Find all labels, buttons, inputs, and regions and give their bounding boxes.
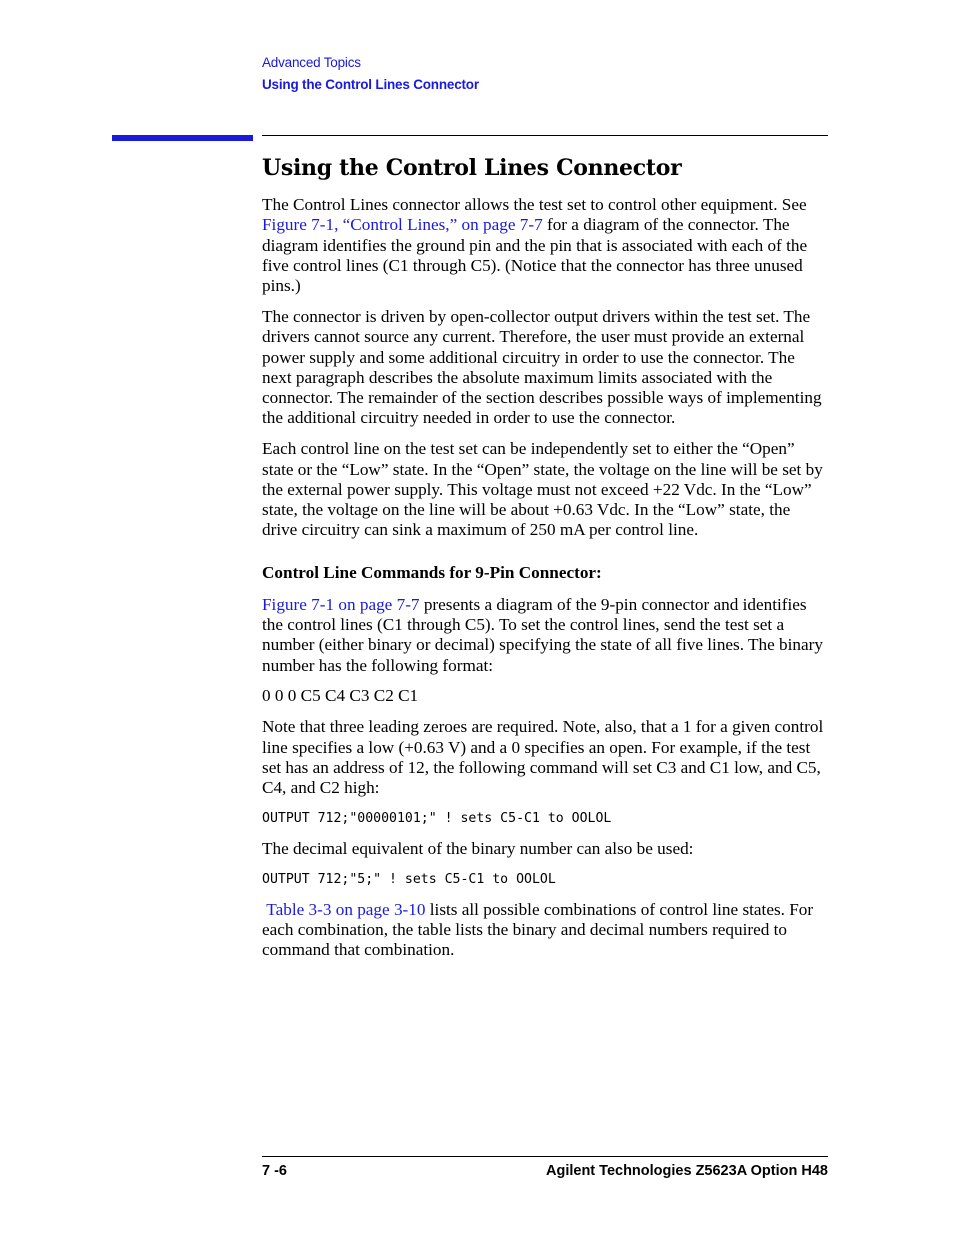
page-title: Using the Control Lines Connector xyxy=(262,155,682,181)
paragraph-9pin-text: presents a diagram of the 9-pin connector and identifies the control lines (C1 through C5). To set the control lines, send the test set a number (either binary or decimal) specifying the state of all five lines. The binary number has the following format: xyxy=(262,594,823,675)
binary-format-line: 0 0 0 C5 C4 C3 C2 C1 xyxy=(262,686,419,706)
header-rule xyxy=(262,135,828,136)
paragraph-drivers: The connector is driven by open-collector output drivers within the test set. The drivers cannot source any current. Therefore, the user must provide an external power supply and some additional circuitry in order to use the connector. The next paragraph describes the absolute maximum limits associated with the connector. The remainder of the section describes possible ways of implementing the additional circuitry needed in order to use the connector. xyxy=(262,306,822,428)
paragraph-intro-text-1: The Control Lines connector allows the test set to control other equipment. See xyxy=(262,195,807,214)
page-number: 7 -6 xyxy=(262,1163,287,1179)
breadcrumb-section[interactable]: Advanced Topics xyxy=(262,55,361,70)
section-subheading: Control Line Commands for 9-Pin Connector: xyxy=(262,562,602,582)
paragraph-states: Each control line on the test set can be independently set to either the “Open” state or the “Low” state. In the “Open” state, the voltage on the line will be set by the external power supply. This voltage must not exceed +22 Vdc. In the “Low” state, the voltage on the line will be about +0.63 Vdc. In the “Low” state, the drive circuitry can sink a maximum of 250 mA per control line. xyxy=(262,439,823,540)
code-example-binary: OUTPUT 712;"00000101;" ! sets C5-C1 to OOLOL xyxy=(262,810,612,826)
document-title: Agilent Technologies Z5623A Option H48 xyxy=(546,1163,828,1179)
breadcrumb xyxy=(262,52,479,96)
paragraph-intro-text-2: for a diagram of the connector. The diagram identifies the ground pin and the pin that is associated with each of the five control lines (C1 through C5). (Notice that the connector has three unused pins.) xyxy=(262,215,808,296)
footer-rule xyxy=(262,1156,828,1157)
page-content xyxy=(262,150,828,971)
paragraph-intro xyxy=(262,195,828,296)
code-example-decimal: OUTPUT 712;"5;" ! sets C5-C1 to OOLOL xyxy=(262,871,556,887)
section-accent-bar xyxy=(112,135,253,141)
paragraph-table-ref-text: lists all possible combinations of control line states. For each combination, the table lists the binary and decimal numbers required to command that combination. xyxy=(262,899,814,960)
link-table-3-3[interactable]: Table 3-3 on page 3-10 xyxy=(266,899,426,919)
paragraph-note: Note that three leading zeroes are required. Note, also, that a 1 for a given control line specifies a low (+0.63 V) and a 0 specifies an open. For example, if the test set has an address of 12, the following command will set C3 and C1 low, and C5, C4, and C2 high: xyxy=(262,717,824,798)
link-figure-7-1[interactable]: Figure 7-1 on page 7-7 xyxy=(262,594,420,614)
link-figure-7-1-control-lines[interactable]: Figure 7-1, “Control Lines,” on page 7-7 xyxy=(262,215,543,235)
paragraph-decimal: The decimal equivalent of the binary number can also be used: xyxy=(262,838,694,858)
paragraph-table-ref xyxy=(262,900,828,961)
paragraph-9pin xyxy=(262,595,828,676)
breadcrumb-subsection[interactable]: Using the Control Lines Connector xyxy=(262,77,479,92)
